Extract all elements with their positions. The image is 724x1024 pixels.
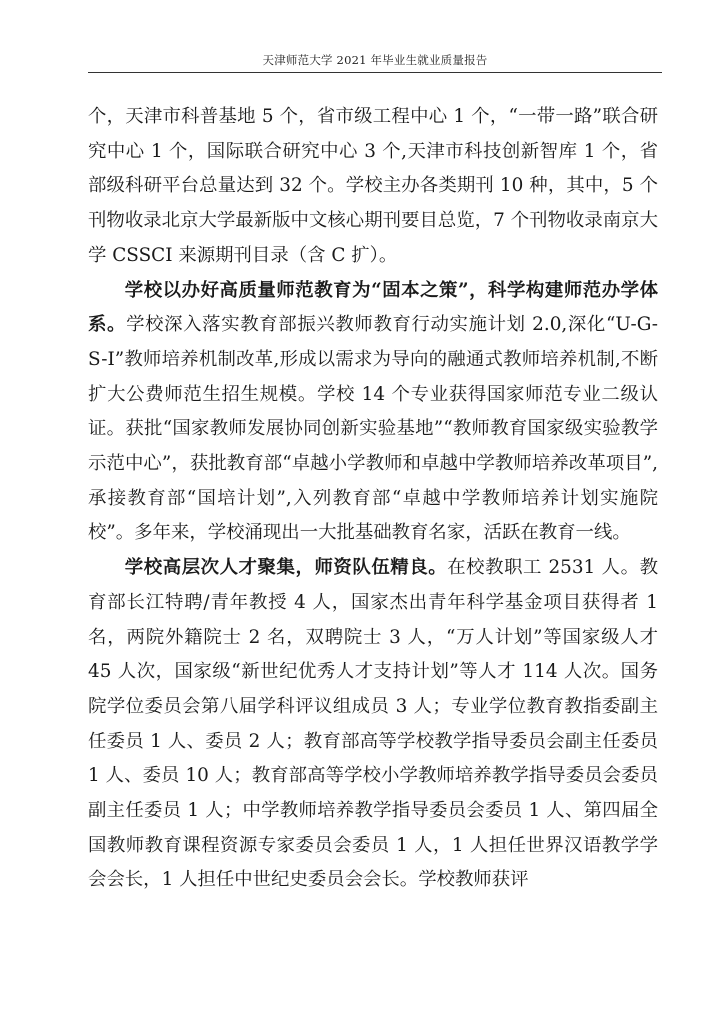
paragraph-lead-teacher-education: 学校以办好高质量师范教育为“固本之策”，科学构建师范办学体系。	[88, 279, 658, 336]
paragraph-text-teacher-education: 学校深入落实教育部振兴教师教育行动实施计划 2.0,深化“U-G-S-I”教师培养机制改革,形成以需求为导向的融通式教师培养机制,不断扩大公费师范生招生规模。学校 14 个专业获得国家师范专业二级认证。获批“国家教师发展协同创新实验基地”“教师教育国家级实验教学示范中心”，获批教育部“卓越小学教师和卓越中学教师培养改革项目”,承接教育部“国培计划”,入列教育部“卓越中学教师培养计划实施院校”。多年来，学校涌现出一大批基础教育名家，活跃在教育一线。	[88, 314, 658, 544]
paragraph-faculty	[88, 551, 658, 898]
running-header: 天津师范大学 2021 年毕业生就业质量报告	[262, 53, 488, 67]
paragraph-research-platforms: 个，天津市科普基地 5 个，省市级工程中心 1 个，“一带一路”联合研究中心 1 个，国际联合研究中心 3 个,天津市科技创新智库 1 个，省部级科研平台总量达到 32 个。学校主办各类期刊 10 种，其中，5 个刊物收录北京大学最新版中文核心期刊要目总览，7 个刊物收录南京大学 CSSCI 来源期刊目录（含 C 扩）。	[88, 106, 658, 266]
header-rule	[88, 72, 662, 73]
body-text	[88, 100, 658, 898]
paragraph-teacher-education	[88, 274, 658, 552]
paragraph-text-faculty: 在校教职工 2531 人。教育部长江特聘/青年教授 4 人，国家杰出青年科学基金项目获得者 1 名，两院外籍院士 2 名，双聘院士 3 人，“万人计划”等国家级人才 45 人次，国家级“新世纪优秀人才支持计划”等人才 114 人次。国务院学位委员会第八届学科评议组成员 3 人；专业学位教育教指委副主任委员 1 人、委员 2 人；教育部高等学校教学指导委员会副主任委员 1 人、委员 10 人；教育部高等学校小学教师培养教学指导委员会委员副主任委员 1 人；中学教师培养教学指导委员会委员 1 人、第四届全国教师教育课程资源专家委员会委员 1 人，1 人担任世界汉语教学学会会长，1 人担任中世纪史委员会会长。学校教师获评	[88, 557, 658, 891]
paragraph-lead-faculty: 学校高层次人才聚集，师资队伍精良。	[124, 557, 448, 579]
